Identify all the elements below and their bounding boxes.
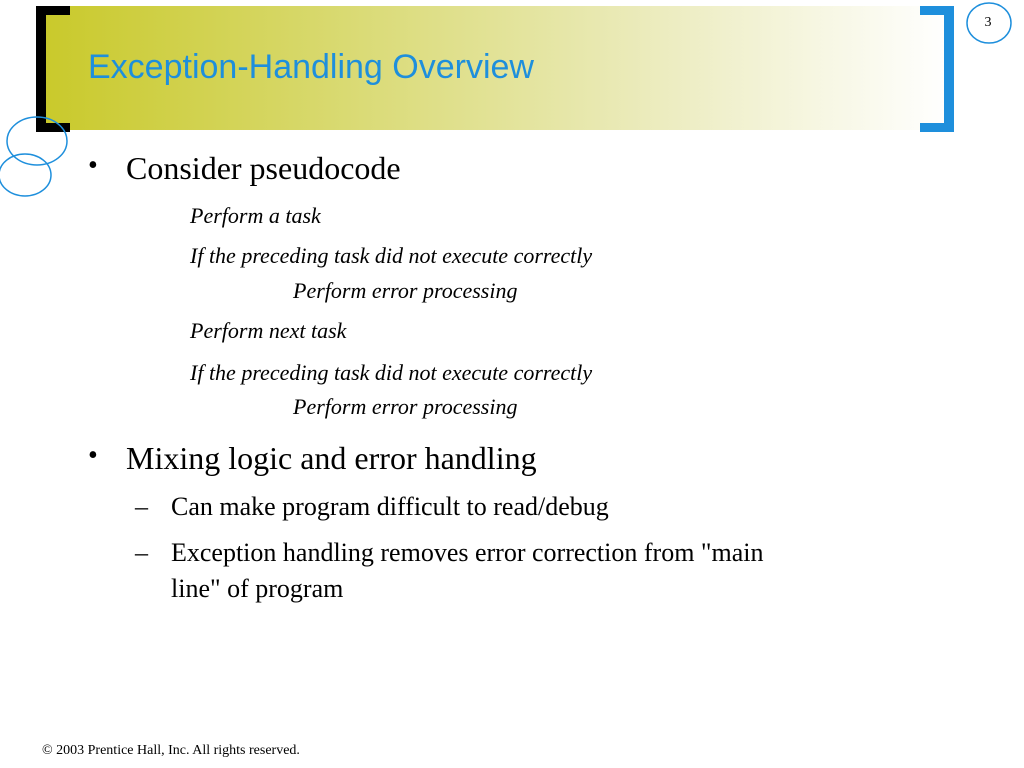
dash-icon: – — [135, 538, 148, 567]
bullet-text: Consider pseudocode — [126, 150, 401, 186]
left-bracket-icon — [36, 6, 70, 132]
sub-bullet-text: line" of program — [171, 574, 344, 603]
bullet-text: Mixing logic and error handling — [126, 440, 537, 476]
pseudocode-line: If the preceding task did not execute correctly — [190, 360, 593, 385]
sub-bullet-text: Exception handling removes error correction from "main — [171, 538, 764, 567]
pseudocode-line: Perform next task — [190, 318, 347, 343]
copyright-icon: © — [42, 743, 53, 758]
right-bracket-icon — [920, 6, 954, 132]
pseudocode-line: If the preceding task did not execute correctly — [190, 243, 593, 268]
bullet-icon: • — [88, 440, 98, 471]
page-number: 3 — [984, 15, 992, 30]
pseudocode-line: Perform error processing — [293, 394, 518, 419]
bullet-icon: • — [88, 150, 98, 181]
sub-bullet-text: Can make program difficult to read/debug — [171, 492, 609, 521]
footer — [42, 743, 300, 759]
footer-text: 2003 Prentice Hall, Inc. All rights reserved. — [56, 743, 300, 758]
pseudocode-line: Perform a task — [190, 203, 321, 228]
pseudocode-line: Perform error processing — [293, 278, 518, 303]
dash-icon: – — [135, 492, 148, 521]
slide-title: Exception-Handling Overview — [88, 48, 534, 86]
